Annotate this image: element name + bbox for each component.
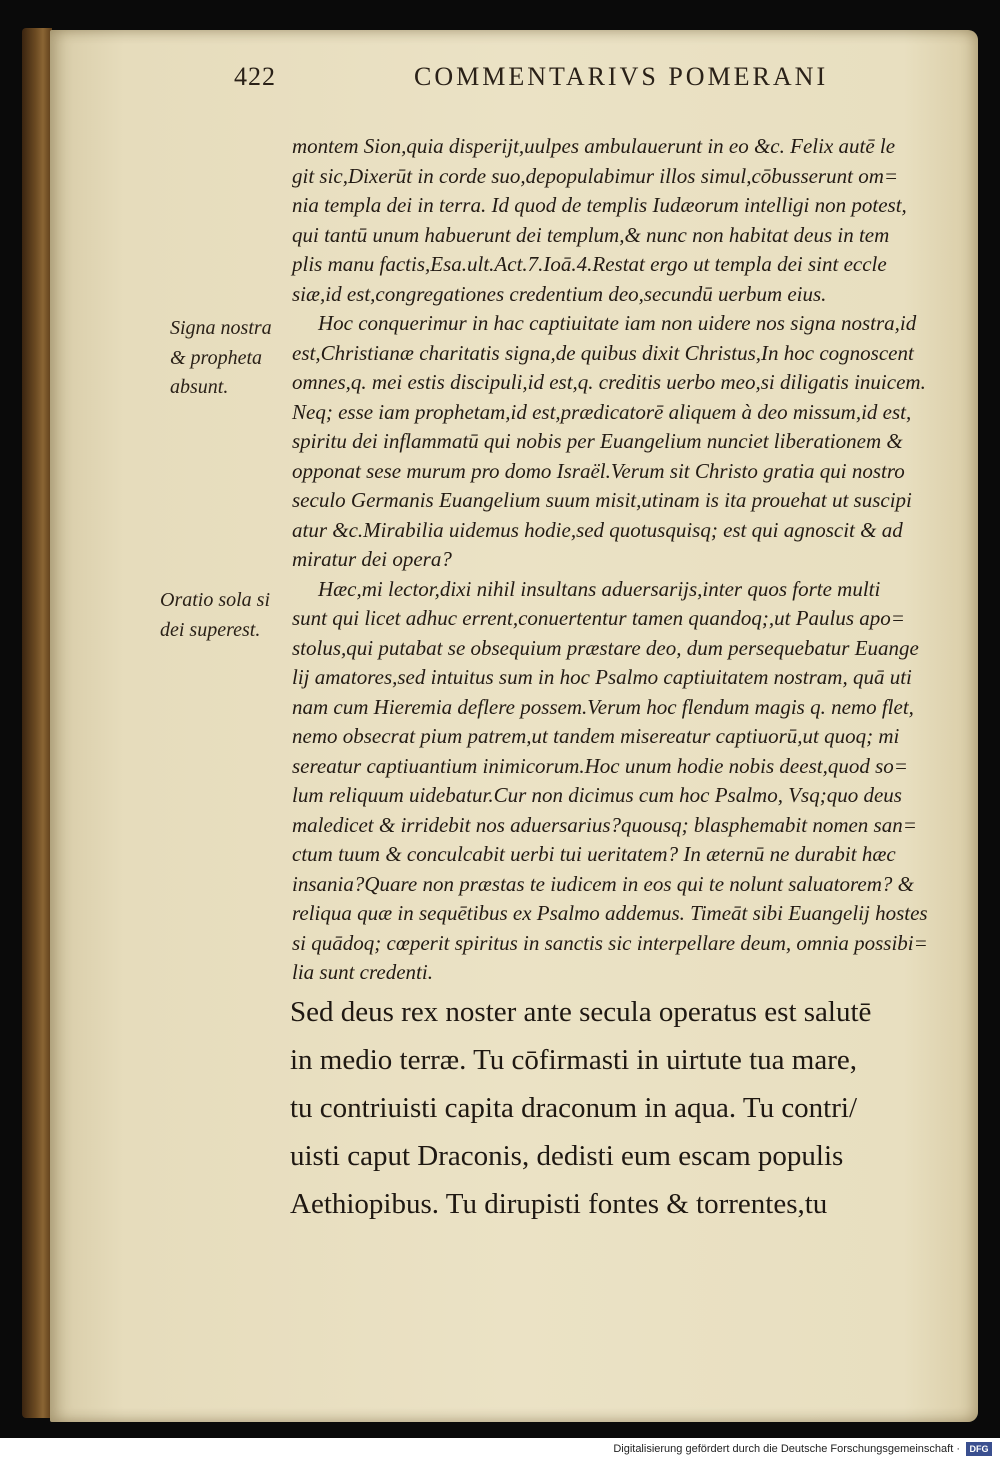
psalm-verse [290, 988, 950, 1228]
footer [0, 1438, 1000, 1462]
text-line: Hoc conquerimur in hac captiuitate iam non uidere nos signa nostra,id [318, 311, 917, 335]
margin-note [160, 586, 296, 645]
funding-credit: Digitalisierung gefördert durch die Deutsche Forschungsgemeinschaft · [613, 1443, 960, 1455]
text-line: siæ,id est,congregationes credentium deo,secundū uerbum eius. [292, 281, 827, 306]
text-line: lum reliquum uidebatur.Cur non dicimus cum hoc Psalmo, Vsq;quo deus [292, 783, 902, 807]
commentary-text [292, 132, 952, 988]
text-line: si quādoq; cœperit spiritus in sanctis sic interpellare deum, omnia possibi= [292, 930, 928, 955]
text-line: atur &c.Mirabilia uidemus hodie,sed quotusquisq; est qui agnoscit & ad [292, 517, 903, 542]
running-head [0, 62, 1000, 102]
book-edge [22, 28, 52, 1418]
margin-note [170, 314, 306, 403]
dfg-logo: DFG [966, 1442, 992, 1456]
text-line: ctum tuum & conculcabit uerbi tui ueritatem? In æternū ne durabit hæc [292, 842, 896, 866]
margin-note-line: absunt. [170, 376, 229, 398]
psalm-line: tu contriuisti capita draconum in aqua. Tu contri/ [290, 1092, 858, 1124]
text-line: reliqua quæ in sequētibus ex Psalmo addemus. Timeāt sibi Euangelij hostes [292, 901, 928, 925]
running-head-title: COMMENTARIVS POMERANI [414, 62, 829, 91]
text-line: git sic,Dixerūt in corde suo,depopulabimur illos simul,cōbusserunt om= [292, 163, 899, 188]
text-line: lia sunt credenti. [292, 960, 433, 984]
text-line: nia templa dei in terra. Id quod de templis Iudæorum intelligi non potest, [292, 193, 907, 217]
text-line: opponat sese murum pro domo Israël.Verum sit Christo gratia qui nostro [292, 458, 905, 483]
psalm-line: uisti caput Draconis, dedisti eum escam populis [290, 1140, 844, 1172]
psalm-line: Sed deus rex noster ante secula operatus est salutē [290, 996, 872, 1028]
margin-note-line: & propheta [170, 346, 263, 369]
text-line: nam cum Hieremia deflere possem.Verum hoc flendum magis q. nemo flet, [292, 694, 914, 719]
text-line: est,Christianæ charitatis signa,de quibus dixit Christus,In hoc cognoscent [292, 340, 914, 365]
margin-note-line: Oratio sola si [160, 589, 271, 611]
text-line: montem Sion,quia disperijt,uulpes ambulauerunt in eo &c. Felix autē le [292, 134, 896, 158]
text-line: maledicet & irridebit nos aduersarius?quousq; blasphemabit nomen san= [292, 812, 917, 837]
text-line: lij amatores,sed intuitus sum in hoc Psalmo captiuitatem nostram, quā uti [292, 665, 912, 689]
text-line: miratur dei opera? [292, 547, 452, 571]
text-line: nemo obsecrat pium patrem,ut tandem misereatur captiuorū,ut quoq; mi [292, 724, 900, 748]
text-line: sunt qui licet adhuc errent,conuertentur tamen quandoq;,ut Paulus apo= [292, 606, 905, 630]
page-number: 422 [234, 62, 276, 91]
margin-note-line: Signa nostra [170, 317, 272, 339]
psalm-line: Aethiopibus. Tu dirupisti fontes & torrentes,tu [290, 1188, 828, 1220]
text-line: plis manu factis,Esa.ult.Act.7.Ioā.4.Restat ergo ut templa dei sint eccle [292, 252, 887, 276]
margin-note-line: dei superest. [160, 618, 261, 641]
text-line: Hæc,mi lector,dixi nihil insultans aduersarijs,inter quos forte multi [318, 576, 881, 601]
text-line: Neq; esse iam prophetam,id est,prædicatorē aliquem à deo missum,id est, [292, 399, 912, 424]
text-line: spiritu dei inflammatū qui nobis per Euangelium nunciet liberationem & [292, 429, 903, 453]
text-line: omnes,q. mei estis discipuli,id est,q. creditis uerbo meo,si diligatis inuicem. [292, 370, 926, 394]
text-line: seculo Germanis Euangelium suum misit,utinam is ita prouehat ut suscipi [292, 488, 912, 512]
text-line: insania?Quare non præstas te iudicem in eos qui te nolunt saluatorem? & [292, 871, 915, 896]
text-line: sereatur captiuantium inimicorum.Hoc unum hodie nobis deest,quod so= [292, 753, 908, 778]
text-line: qui tantū unum habuerunt dei templum,& nunc non habitat deus in tem [292, 222, 890, 247]
text-line: stolus,qui putabat se obsequium præstare deo, dum persequebatur Euange [292, 635, 919, 660]
psalm-line: in medio terræ. Tu cōfirmasti in uirtute tua mare, [290, 1044, 858, 1076]
